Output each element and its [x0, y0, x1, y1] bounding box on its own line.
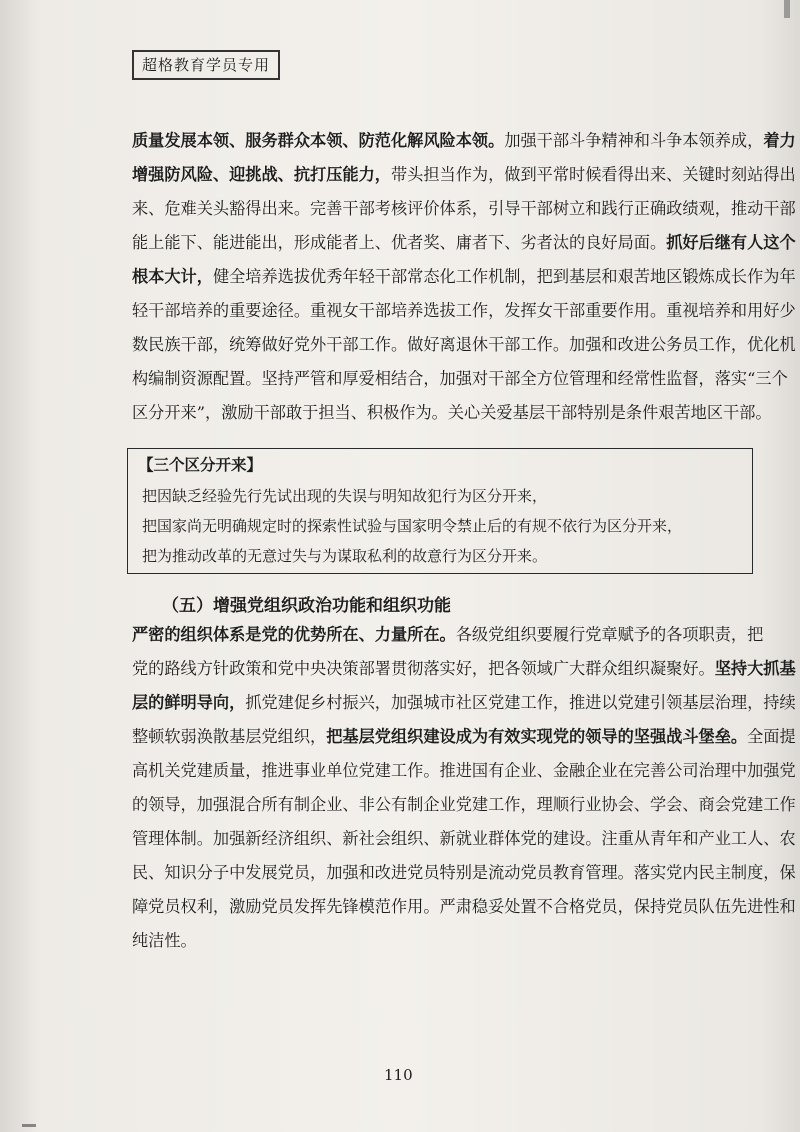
paragraph-line — [132, 856, 796, 890]
text-run: 全面提 — [747, 727, 796, 746]
text-run: 高机关党建质量，推进事业单位党建工作。推进国有企业、金融企业在完善公司治理中加强党 — [132, 761, 796, 780]
note-item: 把国家尚无明确规定时的探索性试验与国家明令禁止后的有规不依行为区分开来， — [142, 517, 683, 535]
bold-phrase: 增强防风险、迎挑战、抗打压能力， — [132, 165, 391, 184]
paragraph-line — [132, 686, 796, 720]
text-run: 整顿软弱涣散基层党组织， — [132, 727, 327, 746]
corner-mark — [22, 1124, 36, 1127]
text-run: 数民族干部，统筹做好党外干部工作。做好离退休干部工作。加强和改进公务员工作，优化机 — [132, 335, 796, 354]
text-run: 管理体制。加强新经济组织、新社会组织、新就业群体党的建设。注重从青年和产业工人、农 — [132, 829, 796, 848]
paragraph-cadre-work — [132, 124, 796, 430]
text-run: 纯洁性。 — [132, 931, 197, 950]
page-number: 110 — [384, 1066, 413, 1084]
bold-phrase: 根本大计， — [132, 267, 213, 286]
text-run: 障党员权利，激励党员发挥先锋模范作用。严肃稳妥处置不合格党员，保持党员队伍先进性和 — [132, 897, 796, 916]
binding-mark — [784, 0, 790, 18]
paragraph-line — [132, 260, 796, 294]
text-run: 能上能下、能进能出，形成能者上、优者奖、庸者下、劣者汰的良好局面。 — [132, 233, 667, 252]
text-run: 民、知识分子中发展党员，加强和改进党员特别是流动党员教育管理。落实党内民主制度，保 — [132, 863, 796, 882]
paragraph-line — [132, 226, 796, 260]
paragraph-line — [132, 754, 796, 788]
paragraph-line — [132, 294, 796, 328]
bold-phrase: 严密的组织体系是党的优势所在、力量所在。 — [132, 625, 456, 644]
text-run: 抓党建促乡村振兴，加强城市社区党建工作，推进以党建引领基层治理，持续 — [245, 693, 796, 712]
paragraph-line — [132, 890, 796, 924]
text-run: 加强干部斗争精神和斗争本领养成， — [504, 131, 764, 150]
paragraph-line — [132, 328, 796, 362]
section-heading: （五）增强党组织政治功能和组织功能 — [162, 596, 451, 616]
paragraph-party-organization — [132, 618, 796, 958]
paragraph-line — [132, 924, 762, 958]
paragraph-line — [132, 192, 796, 226]
paragraph-line — [132, 822, 796, 856]
text-run: 带头担当作为，做到平常时候看得出来、关键时刻站得出 — [391, 165, 796, 184]
text-run: 健全培养选拔优秀年轻干部常态化工作机制，把到基层和艰苦地区锻炼成长作为年 — [212, 267, 796, 286]
watermark-header-label: 超格教育学员专用 — [132, 50, 280, 80]
text-run: 的领导，加强混合所有制企业、非公有制企业党建工作，理顺行业协会、学会、商会党建工作 — [132, 795, 796, 814]
bold-phrase: 着力 — [763, 131, 796, 150]
text-run: 区分开来”，激励干部敢于担当、积极作为。关心关爱基层干部特别是条件艰苦地区干部。 — [132, 403, 772, 422]
paragraph-line — [132, 618, 762, 652]
text-run: 轻干部培养的重要途径。重视女干部培养选拔工作，发挥女干部重要作用。重视培养和用好少 — [132, 301, 796, 320]
bold-phrase: 层的鲜明导向， — [132, 693, 246, 712]
note-title: 【三个区分开来】 — [138, 455, 263, 474]
bold-phrase: 坚持大抓基 — [714, 659, 796, 678]
text-run: 各级党组织要履行党章赋予的各项职责，把 — [455, 625, 764, 644]
paragraph-line — [132, 720, 796, 754]
note-item: 把为推动改革的无意过失与为谋取私利的故意行为区分开来。 — [142, 547, 548, 565]
bold-phrase: 抓好后继有人这个 — [666, 233, 796, 252]
text-run: 来、危难关头豁得出来。完善干部考核评价体系，引导干部树立和践行正确政绩观，推动干部 — [132, 199, 796, 218]
three-distinctions-note-box — [127, 448, 753, 574]
paragraph-line — [132, 788, 796, 822]
paragraph-line — [132, 158, 796, 192]
bold-phrase: 把基层党组织建设成为有效实现党的领导的坚强战斗堡垒。 — [326, 727, 748, 746]
paragraph-line — [132, 652, 796, 686]
bold-phrase: 质量发展本领、服务群众本领、防范化解风险本领。 — [132, 131, 505, 150]
paragraph-line — [132, 362, 788, 396]
paragraph-line — [132, 124, 796, 158]
paragraph-line — [132, 396, 772, 430]
text-run: 构编制资源配置。坚持严管和厚爱相结合，加强对干部全方位管理和经常性监督，落实“三个 — [132, 369, 788, 388]
note-item: 把因缺乏经验先行先试出现的失误与明知故犯行为区分开来， — [142, 487, 548, 505]
text-run: 党的路线方针政策和党中央决策部署贯彻落实好，把各领域广大群众组织凝聚好。 — [132, 659, 715, 678]
